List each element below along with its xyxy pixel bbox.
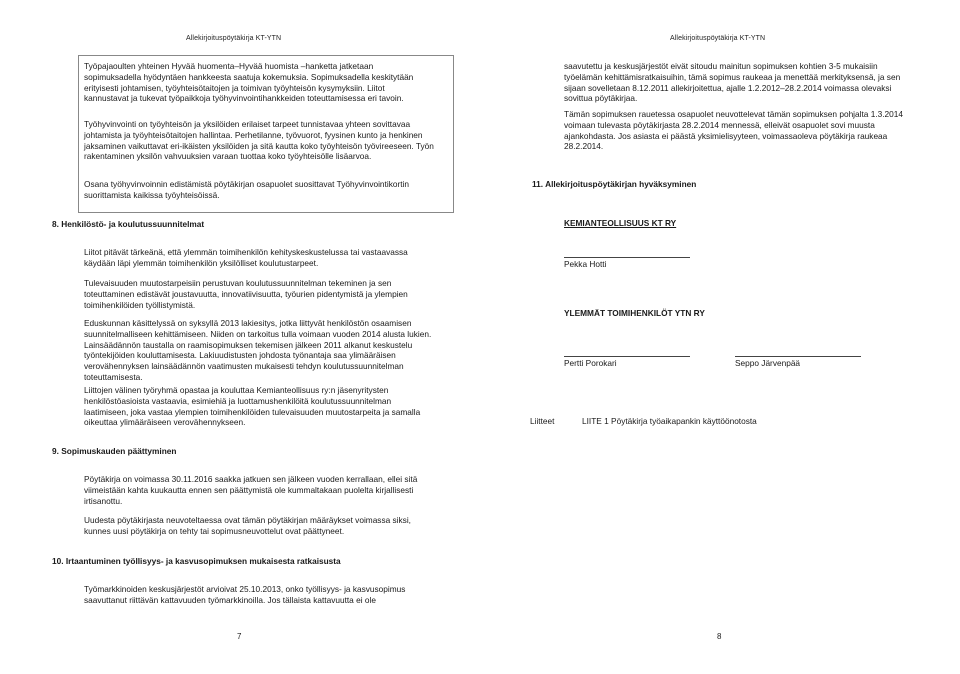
section-8-paragraph-1: Liitot pitävät tärkeänä, että ylemmän toimihenkilön kehityskeskustelussa tai vastaavassa käydään läpi ylemmän toimihenkilön yksilölliset koulutustarpeet. [84,247,408,268]
right-page-header: Allekirjoituspöytäkirja KT-YTN [670,35,766,42]
signer-seppo-jarvenpaa: Seppo Järvenpää [735,358,801,368]
section-8-paragraph-4: Liittojen välinen työryhmä opastaa ja kouluttaa Kemianteollisuus ry:n jäsenyritysten henkilöstöasioista vastaavia, esimiehiä ja luottamushenkilöitä koulutussuunnitelman laatimiseen, joka vastaa ylempien toimihenkilöiden tulevaisuuden muutostarpeita ja samalla oikeuttaa ylimääräiseen verovähennykseen. [84,385,421,428]
signature-line-3 [735,356,861,357]
section-9-paragraph-2: Uudesta pöytäkirjasta neuvoteltaessa ovat tämän pöytäkirjan määräykset voimassa siksi, kunnes uusi pöytäkirja on tehty tai sopimusneuvottelut ovat päättyneet. [84,515,411,536]
section-9-paragraph-1: Pöytäkirja on voimassa 30.11.2016 saakka jatkuen sen jälkeen vuoden kerrallaan, ellei sitä viimeistään kahta kuukautta ennen sen päättymistä ole kummaltakaan puolelta kirjallisesti irtisanottu. [84,474,418,506]
section-10-heading: 10. Irtaantuminen työllisyys- ja kasvusopimuksen mukaisesta ratkaisusta [52,556,341,566]
org-kemianteollisuus: KEMIANTEOLLISUUS KT RY [564,218,677,228]
attachments-label: Liitteet [530,416,555,426]
section-8-heading: 8. Henkilöstö- ja koulutussuunnitelmat [52,219,205,229]
signature-line-1 [564,257,690,258]
section-10-paragraph-1: Työmarkkinoiden keskusjärjestöt arvioivat 25.10.2013, onko työllisyys- ja kasvusopimus saavuttanut riittävän kattavuuden työmarkkinoilla. Jos tällaista kattavuutta ei ole [84,584,406,605]
signer-pertti-porokari: Pertti Porokari [564,358,617,368]
section-8-paragraph-3: Eduskunnan käsittelyssä on syksyllä 2013 lakiesitys, jotka liittyvät henkilöstön osaamisen suunnitelmalliseen kehittämiseen. Niiden on tarkoitus tulla voimaan vuoden 2014 alusta lukien. Lainsäädännön taustalla on raamisopimuksen tekemisen jälkeen 2011 alkanut keskustelu työntekijöiden kouluttamisesta. Lakiuudistusten johdosta työnantaja saa ylimääräisen verovähennyksen lainsäädännön vaatimusten mukaisesti tehdyn koulutussuunnitelman toteuttamisesta. [84,318,432,382]
left-page-header: Allekirjoituspöytäkirja KT-YTN [186,35,282,42]
org-ytn: YLEMMÄT TOIMIHENKILÖT YTN RY [564,308,705,318]
left-page-number: 7 [237,632,242,641]
signature-line-2 [564,356,690,357]
right-page-number: 8 [717,632,722,641]
box-paragraph-1: Työpajaoulten yhteinen Hyvää huomenta–Hyvää huomista –hanketta jatketaan sopimuksadella hyödyntäen hankkeesta saatuja kokemuksia. Sopimuksadella keskitytään erityisesti johtamisen, työyhteisötaitojen ja toimivan työyhteisön kysymyksiin. Liitot kannustavat ja tukevat työpaikkoja työhyvinvointihankkeiden toteuttamisessa eri tavoin. [84,61,414,104]
right-paragraph-2: Tämän sopimuksen rauetessa osapuolet neuvottelevat tämän sopimuksen pohjalta 1.3.2014 voimaan tulevasta pöytäkirjasta 28.2.2014 mennessä, elleivät osapuolet sovi muusta ajankohdasta. Jos asiasta ei päästä yksimielisyyteen, voimassaoleva pöytäkirja raukeaa 28.2.2014. [564,109,904,152]
section-9-heading: 9. Sopimuskauden päättyminen [52,446,177,456]
section-8-paragraph-2: Tulevaisuuden muutostarpeisiin perustuvan koulutussuunnitelman tekeminen ja sen toteuttaminen edistävät joustavuutta, innovatiivisuutta, työurien pidentymistä ja ylempien toimihenkilöiden työllistymistä. [84,278,408,310]
box-paragraph-2: Työhyvinvointi on työyhteisön ja yksilöiden erilaiset tarpeet tunnistavaa yhteen sovittavaa johtamista ja työyhteisötaitojen hallintaa. Perhetilanne, työvuorot, fyysinen kunto ja henkinen jaksaminen vaikuttavat eri-ikäisten yksilöiden ja sitä kautta koko työyhteisön työvireeseen. Työn rakentaminen yksilön vahvuuksien varaan tuottaa koko työyhteisölle lisäarvoa. [84,119,434,162]
section-11-heading: 11. Allekirjoituspöytäkirjan hyväksyminen [532,179,697,189]
signer-pekka-hotti: Pekka Hotti [564,259,607,269]
attachment-1: LIITE 1 Pöytäkirja työaikapankin käyttöönotosta [582,416,757,426]
right-paragraph-1: saavutettu ja keskusjärjestöt eivät sitoudu mainitun sopimuksen kohtien 3-5 mukaisiin työelämän kehittämisratkaisuihin, tämä sopimus raukeaa ja menettää merkityksensä, ja sen sijaan sovelletaan 8.12.2011 allekirjoitettua, ajalle 1.2.2012–28.2.2014 voimassa olevaksi sovittua pöytäkirjaa. [564,61,901,104]
box-paragraph-3: Osana työhyvinvoinnin edistämistä pöytäkirjan osapuolet suosittavat Työhyvinvointikortin suorittamista kaikissa työyhteisöissä. [84,179,409,200]
